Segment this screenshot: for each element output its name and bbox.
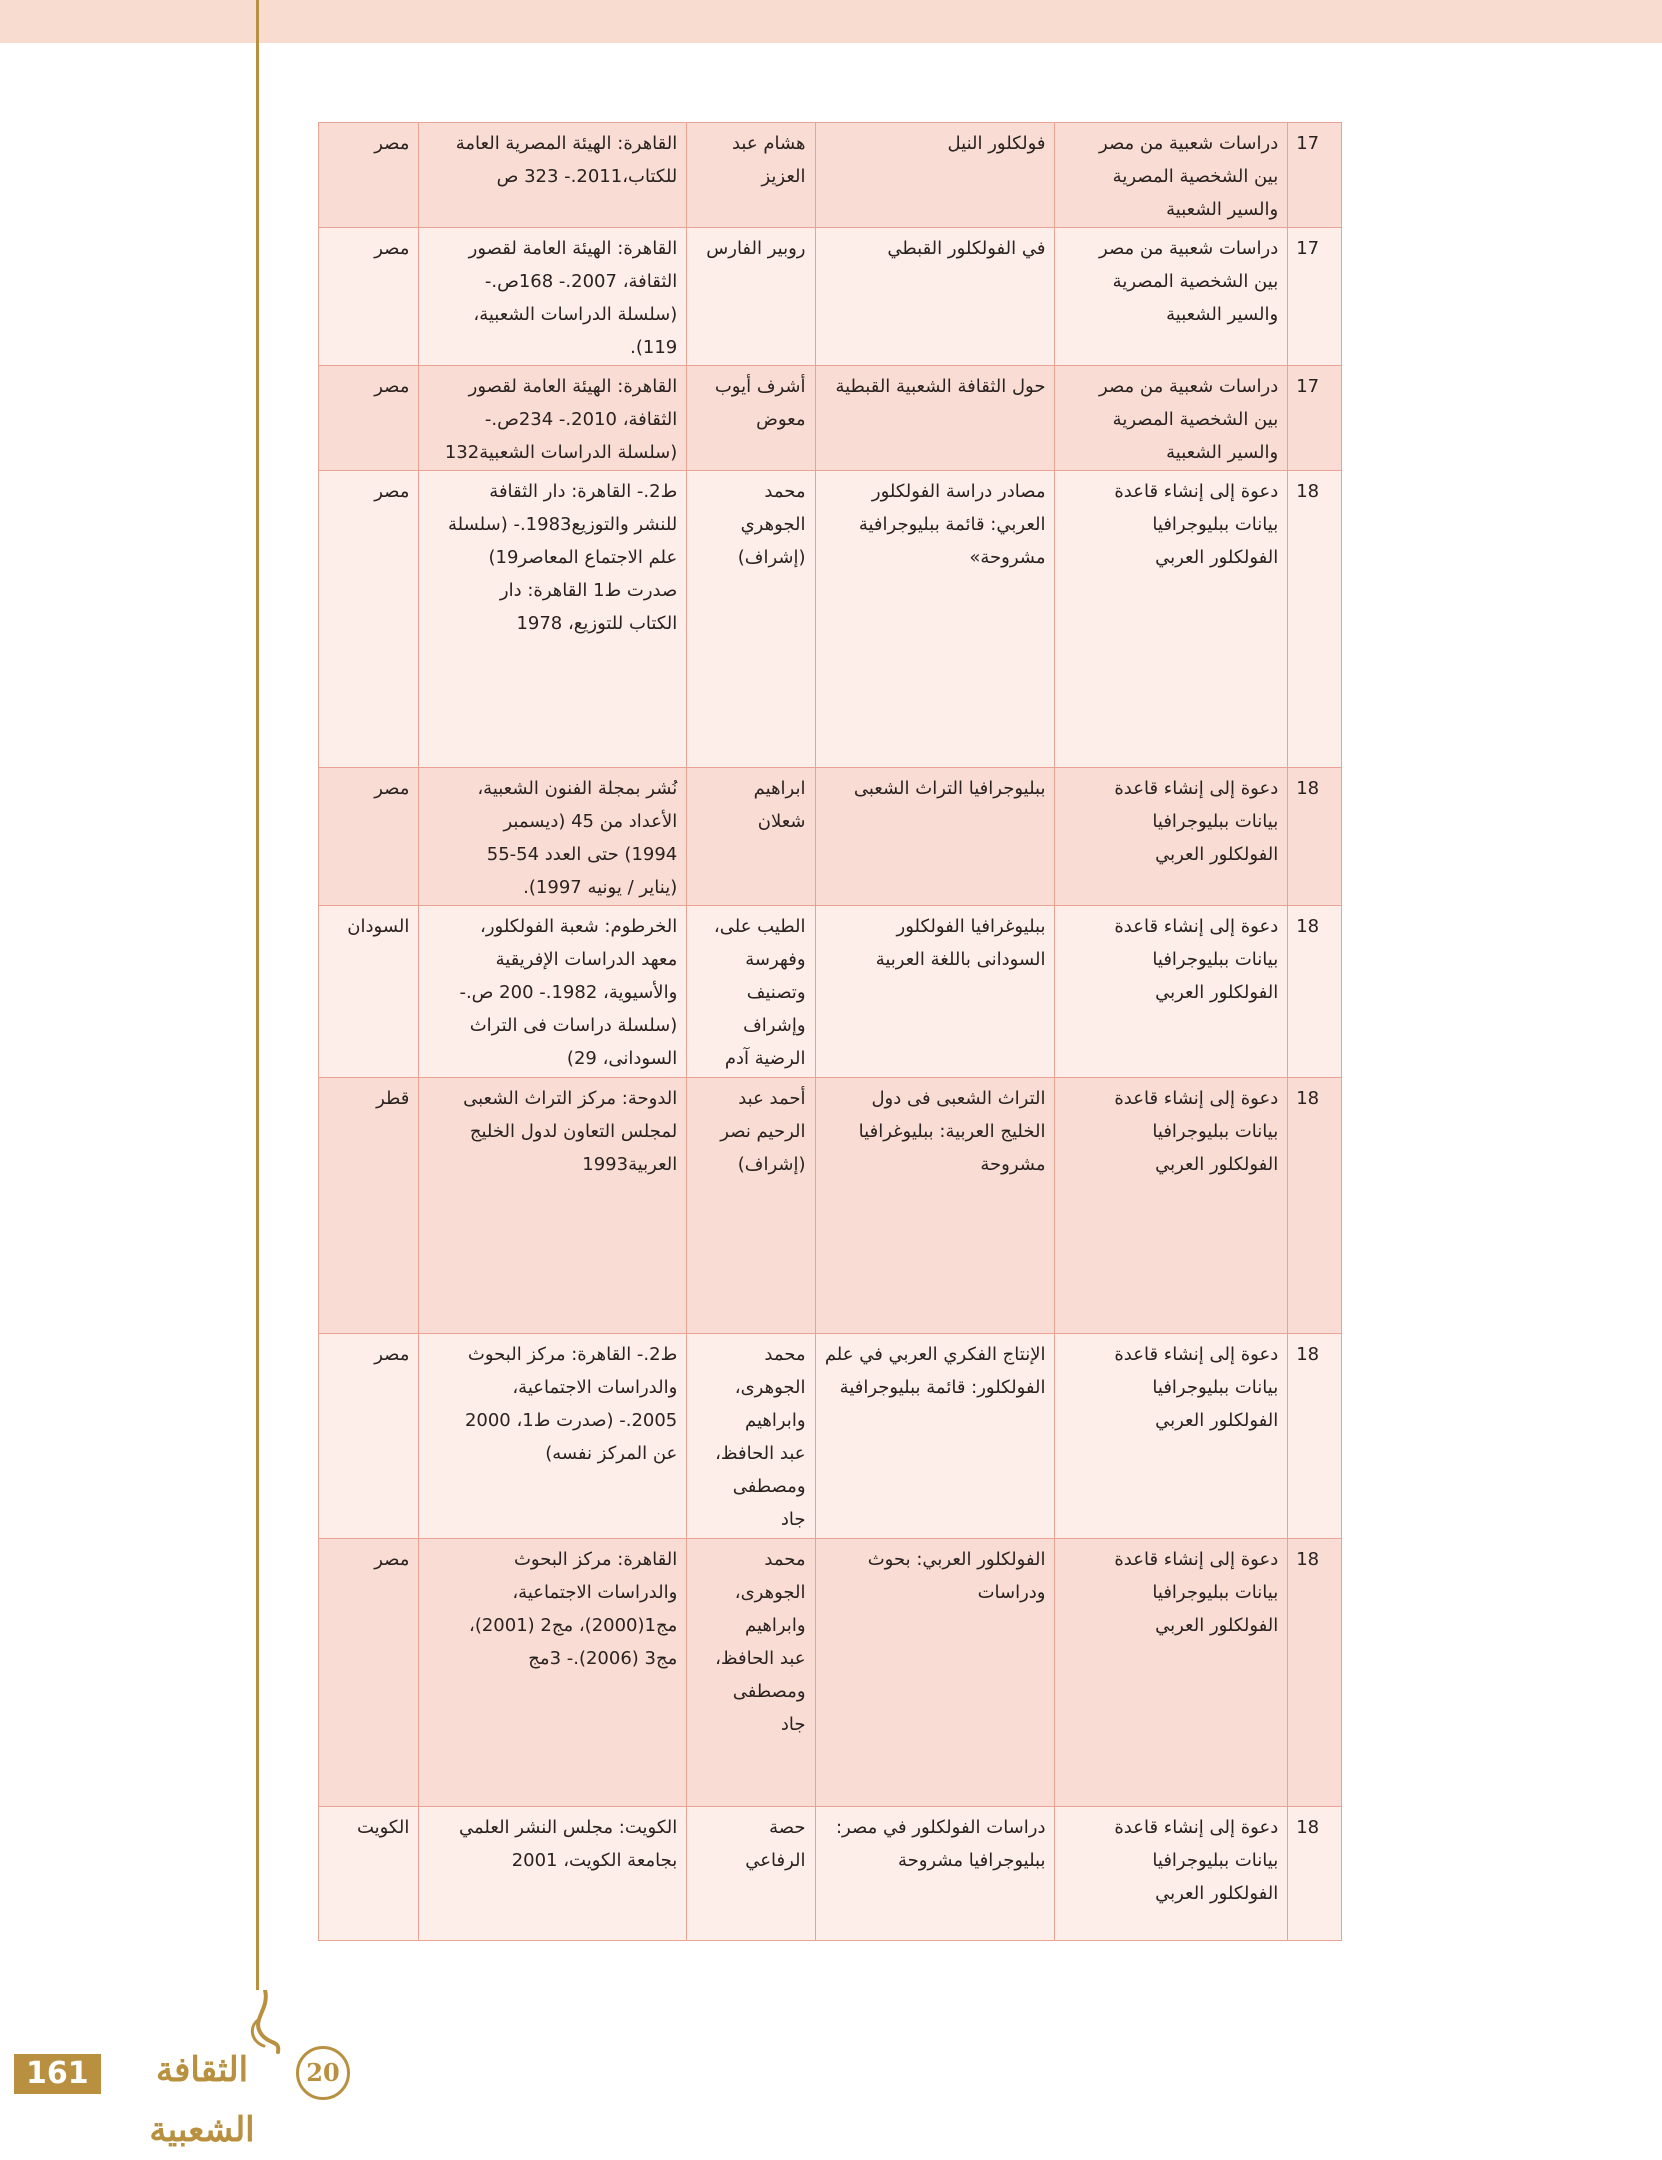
cell-series: دراسات شعبية من مصر بين الشخصية المصرية والسير الشعبية bbox=[1055, 123, 1288, 228]
cell-publisher: ط2.- القاهرة: مركز البحوث والدراسات الاجتماعية، 2005.- (صدرت ط1، 2000 عن المركز نفسه) bbox=[419, 1334, 687, 1539]
cell-author: محمد الجوهرى، وابراهيم عبد الحافظ، ومصطفى جاد bbox=[687, 1539, 815, 1807]
cell-author: هشام عبد العزيز bbox=[687, 123, 815, 228]
margin-rule bbox=[256, 0, 259, 1990]
cell-title: في الفولكلور القبطي bbox=[815, 228, 1055, 366]
cell-title: دراسات الفولكلور في مصر: ببليوجرافيا مشروحة bbox=[815, 1807, 1055, 1941]
cell-publisher: الدوحة: مركز التراث الشعبى لمجلس التعاون لدول الخليج العربية1993 bbox=[419, 1078, 687, 1334]
cell-series: دعوة إلى إنشاء قاعدة بيانات ببليوجرافيا الفولكلور العربي bbox=[1055, 1078, 1288, 1334]
issue-badge: 20 bbox=[296, 2046, 350, 2100]
cell-author: أحمد عبد الرحيم نصر (إشراف) bbox=[687, 1078, 815, 1334]
cell-number: 18 bbox=[1288, 1539, 1342, 1807]
cell-title: فولكلور النيل bbox=[815, 123, 1055, 228]
cell-series: دعوة إلى إنشاء قاعدة بيانات ببليوجرافيا الفولكلور العربي bbox=[1055, 906, 1288, 1078]
cell-number: 17 bbox=[1288, 123, 1342, 228]
cell-series: دعوة إلى إنشاء قاعدة بيانات ببليوجرافيا الفولكلور العربي bbox=[1055, 1539, 1288, 1807]
cell-country: مصر bbox=[319, 768, 419, 906]
table-row bbox=[319, 1078, 1342, 1334]
cell-publisher: ط2.- القاهرة: دار الثقافة للنشر والتوزيع1983.- (سلسلة علم الاجتماع المعاصر19) صدرت ط1 القاهرة: دار الكتاب للتوزيع، 1978 bbox=[419, 471, 687, 768]
cell-number: 18 bbox=[1288, 1807, 1342, 1941]
cell-country: مصر bbox=[319, 123, 419, 228]
cell-country: الكويت bbox=[319, 1807, 419, 1941]
cell-country: قطر bbox=[319, 1078, 419, 1334]
table-row bbox=[319, 123, 1342, 228]
cell-country: مصر bbox=[319, 1334, 419, 1539]
cell-author: ابراهيم شعلان bbox=[687, 768, 815, 906]
top-band bbox=[0, 0, 1662, 43]
cell-country: السودان bbox=[319, 906, 419, 1078]
cell-publisher: القاهرة: الهيئة العامة لقصور الثقافة، 2007.- 168ص.- (سلسلة الدراسات الشعبية، 119). bbox=[419, 228, 687, 366]
cell-author: محمد الجوهري (إشراف) bbox=[687, 471, 815, 768]
cell-title: حول الثقافة الشعبية القبطية bbox=[815, 366, 1055, 471]
cell-number: 18 bbox=[1288, 906, 1342, 1078]
cell-series: دعوة إلى إنشاء قاعدة بيانات ببليوجرافيا الفولكلور العربي bbox=[1055, 1807, 1288, 1941]
table-row bbox=[319, 471, 1342, 768]
table-row bbox=[319, 228, 1342, 366]
cell-series: دراسات شعبية من مصر بين الشخصية المصرية والسير الشعبية bbox=[1055, 366, 1288, 471]
cell-number: 18 bbox=[1288, 1078, 1342, 1334]
cell-author: روبير الفارس bbox=[687, 228, 815, 366]
cell-publisher: نُشر بمجلة الفنون الشعبية، الأعداد من 45 (ديسمبر 1994) حتى العدد 54-55 (يناير / يونيه 1997). bbox=[419, 768, 687, 906]
table-row bbox=[319, 1807, 1342, 1941]
cell-number: 18 bbox=[1288, 768, 1342, 906]
cell-series: دعوة إلى إنشاء قاعدة بيانات ببليوجرافيا الفولكلور العربي bbox=[1055, 768, 1288, 906]
cell-country: مصر bbox=[319, 1539, 419, 1807]
cell-country: مصر bbox=[319, 471, 419, 768]
bibliography-table bbox=[318, 122, 1342, 1941]
page-number: 161 bbox=[14, 2054, 101, 2094]
cell-publisher: القاهرة: مركز البحوث والدراسات الاجتماعية، مج1(2000)، مج2 (2001)، مج3 (2006).- 3مج bbox=[419, 1539, 687, 1807]
table-row bbox=[319, 768, 1342, 906]
cell-country: مصر bbox=[319, 366, 419, 471]
cell-author: الطيب على، وفهرسة وتصنيف وإشراف الرضية آدم bbox=[687, 906, 815, 1078]
cell-author: حصة الرفاعي bbox=[687, 1807, 815, 1941]
cell-title: ببليوغرافيا الفولكلور السودانى باللغة العربية bbox=[815, 906, 1055, 1078]
cell-title: الإنتاج الفكري العربي في علم الفولكلور: قائمة ببليوجرافية bbox=[815, 1334, 1055, 1539]
cell-publisher: القاهرة: الهيئة العامة لقصور الثقافة، 2010.- 234ص.- (سلسلة الدراسات الشعبية132 bbox=[419, 366, 687, 471]
cell-series: دعوة إلى إنشاء قاعدة بيانات ببليوجرافيا الفولكلور العربي bbox=[1055, 1334, 1288, 1539]
cell-title: ببليوجرافيا التراث الشعبى bbox=[815, 768, 1055, 906]
cell-number: 17 bbox=[1288, 228, 1342, 366]
cell-author: محمد الجوهرى، وابراهيم عبد الحافظ، ومصطفى جاد bbox=[687, 1334, 815, 1539]
cell-title: التراث الشعبى فى دول الخليج العربية: ببليوغرافيا مشروحة bbox=[815, 1078, 1055, 1334]
cell-number: 18 bbox=[1288, 471, 1342, 768]
table-row bbox=[319, 1539, 1342, 1807]
cell-country: مصر bbox=[319, 228, 419, 366]
cell-publisher: القاهرة: الهيئة المصرية العامة للكتاب،2011.- 323 ص bbox=[419, 123, 687, 228]
magazine-logo: الثقافة الشعبية bbox=[149, 2050, 255, 2150]
cell-title: مصادر دراسة الفولكلور العربي: قائمة ببليوجرافية مشروحة» bbox=[815, 471, 1055, 768]
cell-title: الفولكلور العربي: بحوث ودراسات bbox=[815, 1539, 1055, 1807]
cell-number: 18 bbox=[1288, 1334, 1342, 1539]
cell-series: دراسات شعبية من مصر بين الشخصية المصرية والسير الشعبية bbox=[1055, 228, 1288, 366]
cell-publisher: الخرطوم: شعبة الفولكلور، معهد الدراسات الإفريقية والأسيوية، 1982.- 200 ص.- (سلسلة دراسات فى التراث السودانى، 29) bbox=[419, 906, 687, 1078]
cell-publisher: الكويت: مجلس النشر العلمي بجامعة الكويت، 2001 bbox=[419, 1807, 687, 1941]
table-row bbox=[319, 906, 1342, 1078]
table-row bbox=[319, 1334, 1342, 1539]
table-row bbox=[319, 366, 1342, 471]
cell-author: أشرف أيوب معوض bbox=[687, 366, 815, 471]
cell-series: دعوة إلى إنشاء قاعدة بيانات ببليوجرافيا الفولكلور العربي bbox=[1055, 471, 1288, 768]
cell-number: 17 bbox=[1288, 366, 1342, 471]
